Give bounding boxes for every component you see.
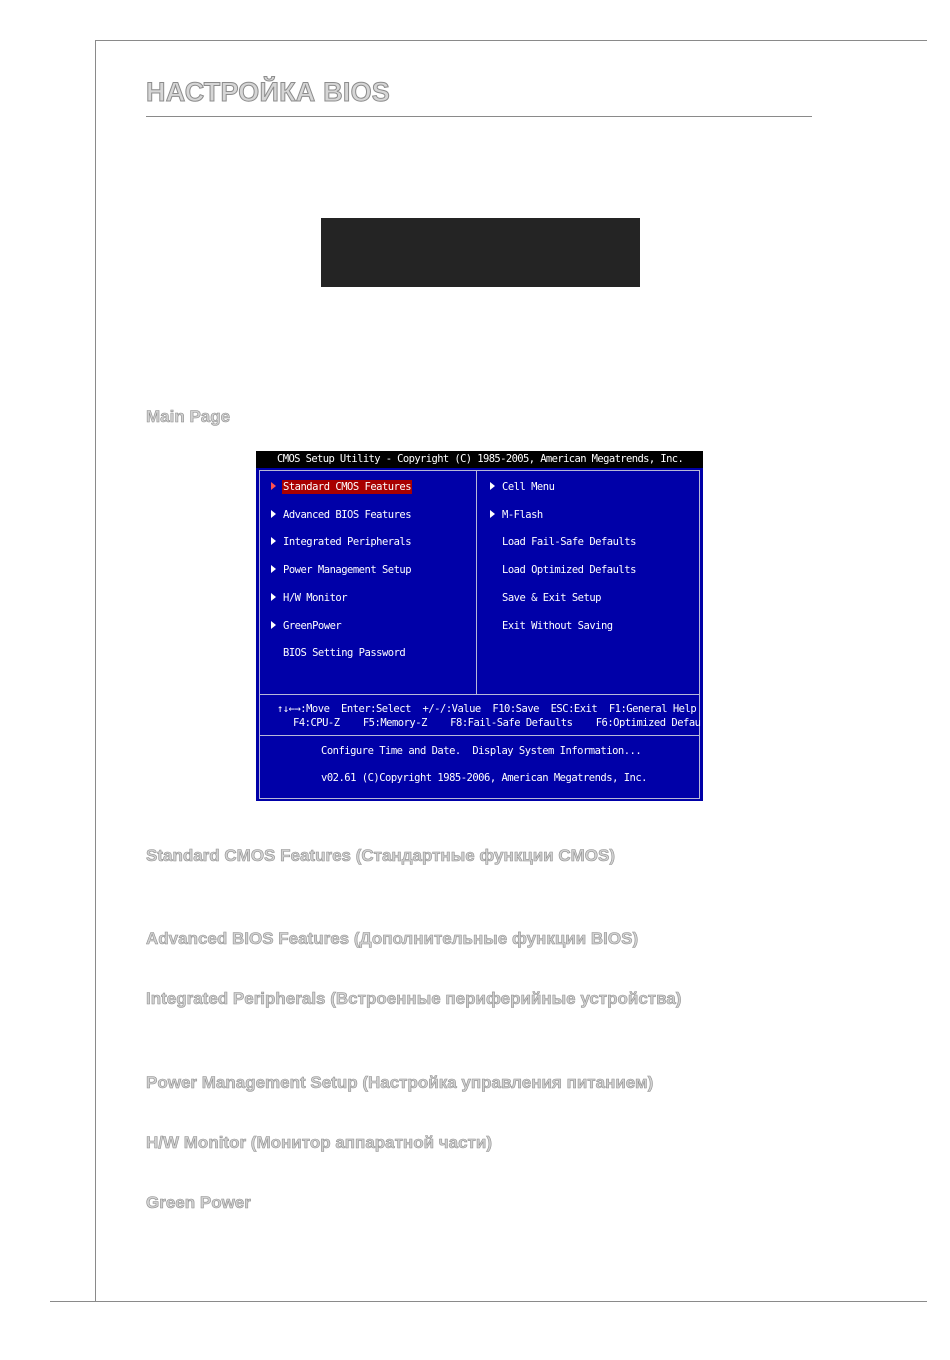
bios-border-left: [259, 470, 260, 799]
arrow-right-icon: [271, 593, 276, 601]
bios-screenshot: [256, 451, 703, 801]
page-frame-bottom: [50, 1301, 927, 1302]
bios-menu-hw-monitor[interactable]: H/W Monitor: [271, 591, 348, 605]
redacted-image-block: [321, 218, 640, 287]
arrow-right-icon: [271, 621, 276, 629]
bios-menu-greenpower[interactable]: GreenPower: [271, 619, 342, 633]
arrow-right-icon: [490, 510, 495, 518]
arrow-right-icon: [271, 482, 276, 490]
bios-menu-load-optimized-defaults[interactable]: Load Optimized Defaults: [502, 564, 636, 576]
bios-menu-advanced-bios-features[interactable]: Advanced BIOS Features: [271, 508, 412, 522]
bios-help-keys-line-1: ↑↓←→:Move Enter:Select +/-/:Value F10:Save ESC:Exit F1:General Help: [277, 703, 697, 715]
bios-border-bottom: [259, 798, 700, 799]
arrow-right-icon: [271, 565, 276, 573]
section-heading-hw-monitor: H/W Monitor (Монитор аппаратной части): [146, 1133, 492, 1152]
bios-menu-exit-without-saving[interactable]: Exit Without Saving: [502, 620, 613, 632]
title-divider: [146, 116, 812, 117]
page-frame-left: [95, 40, 96, 1302]
bios-desc-divider: [259, 735, 700, 736]
bios-column-divider: [476, 470, 477, 694]
section-heading-green-power: Green Power: [146, 1193, 251, 1212]
bios-menu-load-fail-safe-defaults[interactable]: Load Fail-Safe Defaults: [502, 536, 636, 548]
page-title: НАСТРОЙКА BIOS: [146, 77, 390, 107]
bios-help-divider: [259, 694, 700, 695]
bios-title-text: CMOS Setup Utility - Copyright (C) 1985-2005, American Megatrends, Inc.: [277, 453, 684, 465]
bios-menu-bios-setting-password[interactable]: BIOS Setting Password: [283, 647, 406, 659]
bios-menu-save-exit-setup[interactable]: Save & Exit Setup: [502, 592, 601, 604]
bios-menu-integrated-peripherals[interactable]: Integrated Peripherals: [271, 535, 412, 549]
arrow-right-icon: [271, 510, 276, 518]
bios-item-description: Configure Time and Date. Display System Information...: [321, 745, 642, 757]
section-heading-integrated-peripherals: Integrated Peripherals (Встроенные периферийные устройства): [146, 989, 682, 1008]
page-frame-top: [95, 40, 927, 41]
bios-menu-cell-menu[interactable]: Cell Menu: [490, 480, 555, 494]
bios-help-keys-line-2: F4:CPU-Z F5:Memory-Z F8:Fail-Safe Defaults F6:Optimized Defau: [293, 717, 701, 729]
bios-menu-standard-cmos-features[interactable]: Standard CMOS Features: [271, 480, 412, 494]
bios-version-line: v02.61 (C)Copyright 1985-2006, American Megatrends, Inc.: [321, 772, 648, 784]
bios-menu-m-flash[interactable]: M-Flash: [490, 508, 544, 522]
bios-menu-power-management-setup[interactable]: Power Management Setup: [271, 563, 412, 577]
main-page-heading: Main Page: [146, 407, 231, 426]
bios-title-bar: [256, 451, 703, 468]
arrow-right-icon: [490, 482, 495, 490]
bios-border-right: [699, 470, 700, 799]
arrow-right-icon: [271, 537, 276, 545]
bios-border-top: [259, 470, 700, 471]
section-heading-standard-cmos: Standard CMOS Features (Стандартные функции CMOS): [146, 846, 616, 865]
section-heading-advanced-bios: Advanced BIOS Features (Дополнительные функции BIOS): [146, 929, 639, 948]
section-heading-power-management: Power Management Setup (Настройка управления питанием): [146, 1073, 654, 1092]
